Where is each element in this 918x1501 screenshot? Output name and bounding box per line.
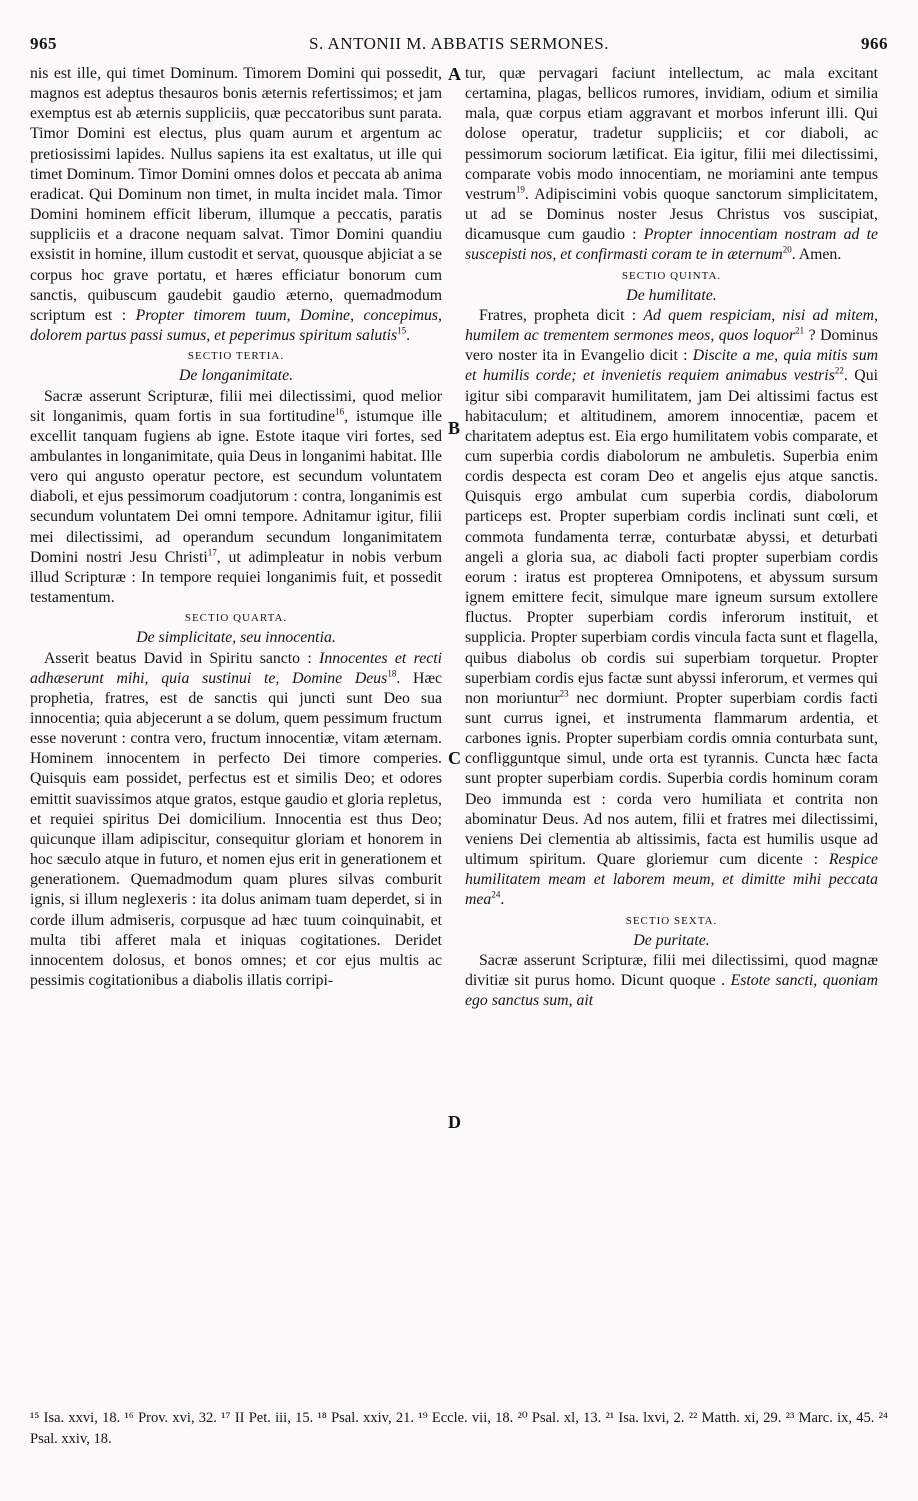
page-number-right: 966	[861, 34, 888, 53]
margin-letter-d: D	[448, 1112, 461, 1132]
footnote-ref[interactable]: 16	[335, 406, 345, 417]
footnote-ref[interactable]: 22	[834, 366, 844, 377]
paragraph: Sacræ asserunt Scripturæ, filii mei dilectissimi, quod magnæ divitiæ sit purus homo. Dicunt quoque . Estote sancti, quoniam ego sanctus sum, ait	[465, 951, 878, 1010]
margin-letter-c: C	[448, 748, 461, 768]
footnote-ref[interactable]: 20	[782, 245, 792, 256]
footnote-ref[interactable]: 18	[387, 668, 397, 679]
left-column	[30, 64, 442, 991]
margin-letter-a: A	[448, 64, 461, 84]
margin-letter-b: B	[448, 418, 461, 438]
section-heading: SECTIO TERTIA. De longanimitate.	[178, 350, 294, 385]
footnote-ref[interactable]: 24	[491, 890, 501, 901]
paragraph: tur, quæ pervagari faciunt intellectum, ac mala excitant certamina, plagas, bellicos rumores, invidiam, odium et similia mala, quæ corpus etiam aggravant et morbos inferunt illi. Qui dolose operatur, tradetur suppliciis; et cor diaboli, ac pessimorum sociorum lætificat. Eia igitur, filii mei dilectissimi, comparate vobis modo innocentiam, ne moriamini ante tempus vestrum$^{19}$. Adipiscimini vobis quoque sanctorum simplicitatem, ut ad se Dominus noster Jesus Christus vos suscipiat, dicamusque cum gaudio : Propter innocentiam nostram ad te suscepisti nos, et confirmasti coram te in æternum$^{20}$. Amen.	[465, 65, 878, 264]
paragraph: nis est ille, qui timet Dominum. Timorem Domini qui possedit, magnos est adeptus thesauros bonis æternis refertissimos; et jam exemptus est ab æternis suppliciis, quæ peccatoribus sunt parata. Timor Domini est electus, plus quam aurum et argentum ac pretiosissimi lapides. Nullus sapiens ita est exaltatus, ut ille qui timet Dominum. Timor Domini omnes dolos et peccata ab anima eradicat. Qui Dominum non timet, in multa incidet mala. Timor Domini hominem efficit liberum, illumque a peccatis, paratis suppliciis et a dracone nequam salvat. Timor Domini quandiu exsistit in homine, illum custodit et servat, quousque abjiciat a se corpus hoc grave portatu, et hæres efficiatur bonorum cum sanctis, quibuscum gaudebit gaudio æterno, quemadmodum scriptum est : Propter timorem tuum, Domine, concepimus, dolorem partus passi sumus, et peperimus spiritum salutis$^{15}$.	[30, 65, 442, 345]
section-heading: SECTIO QUINTA. De humilitate.	[621, 269, 722, 304]
footnote-ref[interactable]: 23	[559, 688, 569, 699]
page-number-left: 965	[30, 34, 57, 53]
running-header	[0, 30, 918, 60]
footnotes: ¹⁵ Isa. xxvi, 18. ¹⁶ Prov. xvi, 32. ¹⁷ II Pet. iii, 15. ¹⁸ Psal. xxiv, 21. ¹⁹ Eccle. vii, 18. ²⁰ Psal. xl, 13. ²¹ Isa. lxvi, 2. ²² Matth. xi, 29. ²³ Marc. ix, 45. ²⁴ Psal. xxiv, 18.	[30, 1410, 888, 1447]
paragraph: Asserit beatus David in Spiritu sancto : Innocentes et recti adhæserunt mihi, quia sustinui te, Domine Deus$^{18}$. Hæc prophetia, fratres, est de sanctis qui juncti sunt Deo sua innocentia; quia abjecerunt a se dolum, quem pessimum fructum esse noverunt : contra vero, fructum innocentiæ, vitam æternam. Hominem innocentem in perfecto Dei timore comperies. Quisquis eam possidet, perfectus est et similis Deo; et odores emittit suavissimos atque gratos, estque gaudio et gloria repletus, et requiei spiritus Dei domicilium. Innocentia est thus Deo; quicunque illam adipiscitur, consequitur gloriam et honorem in hoc sæculo atque in futuro, et nomen ejus erit in generationem et generationem. Quemadmodum quam plures silvas comburit ignis, si illum neglexeris : ita dolus animam tuam deperdet, si in corde illum admiseris, corpusque ad hæc tuum coinquinabit, et multa tibi afferet mala et iniquas cogitationes. Deridet innocentem dolosus, et bonos omnes; et cor ejus multis ac pessimis cogitationibus a diabolis illatis corripi-	[30, 649, 442, 990]
footnote-ref[interactable]: 17	[207, 547, 217, 558]
section-heading: SECTIO QUARTA. De simplicitate, seu innocentia.	[136, 612, 336, 647]
footnote-ref[interactable]: 19	[515, 184, 525, 195]
footnote-ref[interactable]: 21	[795, 325, 805, 336]
paragraph: Fratres, propheta dicit : Ad quem respiciam, nisi ad mitem, humilem ac trementem sermones meos, quos loquor$^{21}$ ? Dominus vero noster ita in Evangelio dicit : Discite a me, quia mitis sum et humilis corde; et invenietis requiem animabus vestris$^{22}$. Qui igitur sibi comparavit humilitatem, jam Dei altissimi factus est habitaculum; et altitudinem, amorem innocentiæ, pacem et charitatem adeptus est. Eia ergo humilitatem vobis comparate, et cum superbia cordis diabolorum ne ambuletis. Superbia enim cordis despecta est coram Deo et angelis ejus atque sanctis. Quisquis ergo ambulat cum superbia cordis, diabolorum particeps est. Propter superbiam cordis inclinati sunt cœli, et commota fundamenta terræ, conturbatæ abyssi, et deturbati angeli a gloria sua, ac diaboli facti propter superbiam cordis eorum : iratus est propterea Omnipotens, et abyssum sursum ignem emittere fecit, simulque mare igneum sursum extollere fluctus. Propter superbiam cordis inferorum instituit, et supplicia. Propter superbiam cordis vincula facta sunt et flagella, quibus diabolus ob cordis sui superbiam torquetur. Propter superbiam cordis ejus factæ sunt abyssi inferorum, et vermes qui non moriuntur$^{23}$ nec dormiunt. Propter superbiam cordis facti sunt currus ignei, et instrumenta flammarum ardentia, et carbones ignis. Propter superbiam cordis omnia conturbata sunt, confligguntque simul, unde orta est tyrannis. Cuncta hæc facta sunt propter superbiam cordis. Superbia cordis hominum coram Deo immunda est : corda vero humiliata et contrita non abominatur Deus. Ad nos autem, filii et fratres mei dilectissimi, veniens Dei clementia ab altissimis, facta est humilis usque ad ultimum spiritum. Quare gloriemur cum dicente : Respice humilitatem meam et laborem meum, et dimitte mihi peccata mea$^{24}$.	[465, 306, 878, 909]
running-title: S. ANTONII M. ABBATIS SERMONES.	[309, 34, 609, 53]
paragraph: Sacræ asserunt Scripturæ, filii mei dilectissimi, quod melior sit longanimis, quam fortis in sua fortitudine$^{16}$, istumque ille excellit tanquam fugiens ab igne. Estote itaque viri fortes, sed ambulantes in longanimitate, quia Deus in longanimi habitat. Ille vero qui angusto operatur pectore, est secundum voluntatem diaboli, et ejus pessimorum coadjutorum : contra, longanimis est secundum voluntatem Dei omni tempore. Adnitamur igitur, filii mei dilectissimi, ad operandum secundum longanimitatem Domini nostri Jesu Christi$^{17}$, ut adimpleatur in nobis verbum illud Scripturæ : In tempore requiei longanimis fuit, et possedit testamentum.	[30, 387, 442, 607]
section-heading: SECTIO SEXTA. De puritate.	[625, 914, 718, 949]
right-column	[465, 64, 878, 1011]
footnote-ref[interactable]: 15	[397, 325, 407, 336]
